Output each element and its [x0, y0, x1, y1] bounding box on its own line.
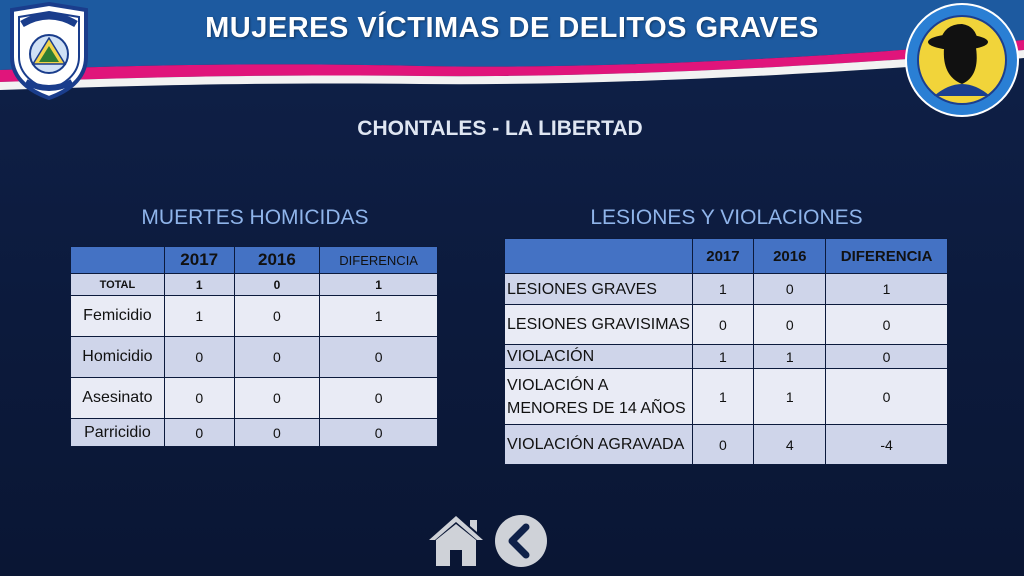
row-label: Asesinato: [71, 378, 165, 419]
sandino-seal-icon: [904, 2, 1020, 118]
cell-diferencia: 0: [320, 378, 438, 419]
header-cell-empty: [71, 247, 165, 274]
cell-2016: 0: [234, 337, 320, 378]
lesiones-section-title: LESIONES Y VIOLACIONES: [590, 206, 863, 229]
cell-2016: 0: [754, 274, 826, 305]
header-cell-diferencia: DIFERENCIA: [320, 247, 438, 274]
table-row: [505, 369, 948, 425]
row-label: VIOLACIÓN: [505, 345, 693, 369]
cell-2017: 1: [692, 274, 754, 305]
cell-diferencia: 1: [826, 274, 948, 305]
cell-diferencia: 1: [320, 274, 438, 296]
cell-2017: 1: [164, 274, 234, 296]
cell-2016: 0: [234, 378, 320, 419]
row-label: LESIONES GRAVISIMAS: [505, 305, 693, 345]
header-cell-empty: [505, 239, 693, 274]
cell-2016: 0: [234, 274, 320, 296]
back-arrow-icon: [494, 514, 548, 568]
homicidas-table: [70, 246, 438, 447]
page-title: MUJERES VÍCTIMAS DE DELITOS GRAVES: [205, 12, 819, 44]
cell-2016: 1: [754, 345, 826, 369]
back-button[interactable]: [494, 514, 548, 568]
table-row: [71, 337, 438, 378]
cell-2017: 1: [164, 296, 234, 337]
cell-2016: 0: [234, 296, 320, 337]
cell-diferencia: 0: [320, 337, 438, 378]
cell-2016: 4: [754, 425, 826, 465]
row-label: Femicidio: [71, 296, 165, 337]
cell-2017: 1: [692, 345, 754, 369]
header-cell-2016: 2016: [754, 239, 826, 274]
row-label: Parricidio: [71, 419, 165, 447]
row-label: Homicidio: [71, 337, 165, 378]
header-cell-2017: 2017: [164, 247, 234, 274]
cell-2017: 0: [692, 305, 754, 345]
policia-nacional-shield-icon: [8, 2, 90, 100]
row-label: VIOLACIÓN A MENORES DE 14 AÑOS: [505, 369, 693, 425]
cell-2016: 0: [754, 305, 826, 345]
table-row: [505, 345, 948, 369]
home-button[interactable]: [426, 512, 486, 568]
table-header-row: [505, 239, 948, 274]
cell-diferencia: -4: [826, 425, 948, 465]
header-cell-diferencia: DIFERENCIA: [826, 239, 948, 274]
cell-diferencia: 0: [826, 345, 948, 369]
table-row: [71, 296, 438, 337]
table-header-row: [71, 247, 438, 274]
homicidas-section-title: MUERTES HOMICIDAS: [141, 206, 369, 229]
table-row: [505, 274, 948, 305]
lesiones-table: [504, 238, 948, 465]
cell-2017: 0: [164, 337, 234, 378]
cell-diferencia: 0: [826, 305, 948, 345]
header-cell-2016: 2016: [234, 247, 320, 274]
home-icon: [426, 512, 486, 568]
table-row: [71, 378, 438, 419]
row-label: VIOLACIÓN AGRAVADA: [505, 425, 693, 465]
header-cell-2017: 2017: [692, 239, 754, 274]
cell-2017: 1: [692, 369, 754, 425]
row-label: LESIONES GRAVES: [505, 274, 693, 305]
cell-2016: 1: [754, 369, 826, 425]
table-row: [71, 419, 438, 447]
cell-2017: 0: [164, 419, 234, 447]
cell-2016: 0: [234, 419, 320, 447]
row-label: TOTAL: [71, 274, 165, 296]
table-row-total: [71, 274, 438, 296]
cell-2017: 0: [164, 378, 234, 419]
cell-diferencia: 0: [826, 369, 948, 425]
cell-2017: 0: [692, 425, 754, 465]
table-row: [505, 425, 948, 465]
cell-diferencia: 0: [320, 419, 438, 447]
cell-diferencia: 1: [320, 296, 438, 337]
page-subtitle: CHONTALES - LA LIBERTAD: [357, 117, 643, 140]
table-row: [505, 305, 948, 345]
